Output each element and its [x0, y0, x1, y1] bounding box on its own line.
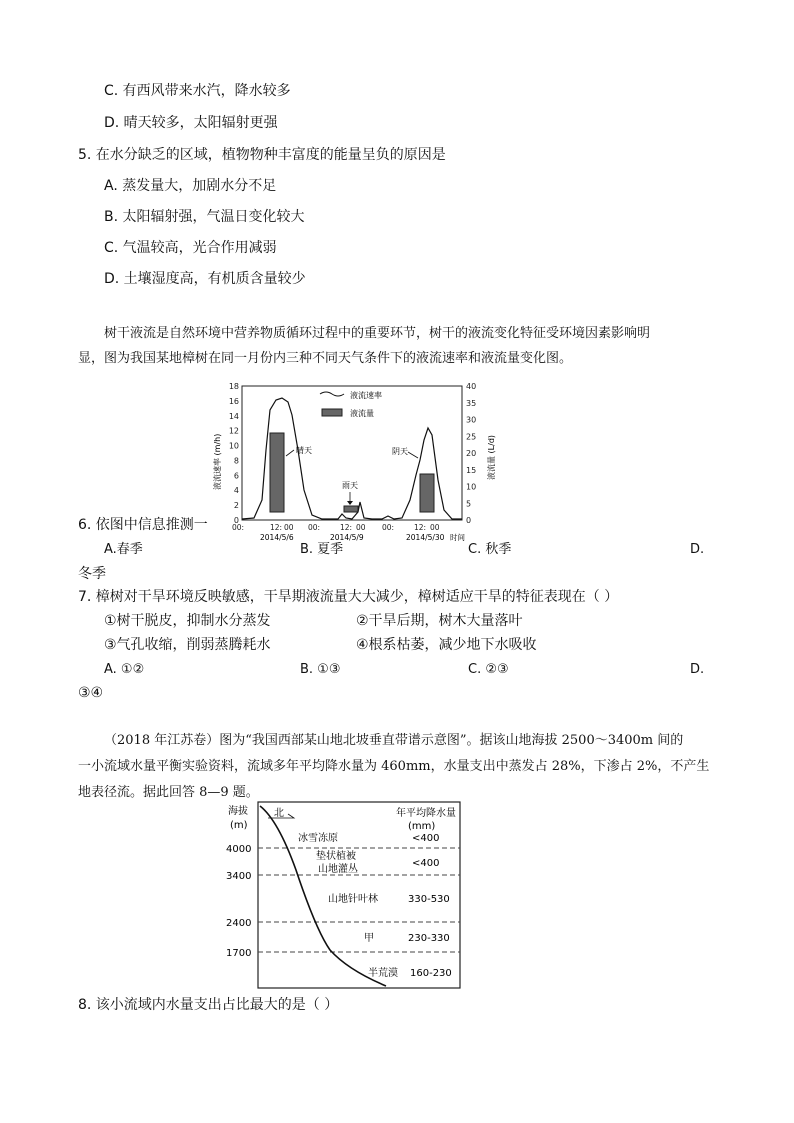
q7-option-d-cont: ③④: [78, 685, 104, 701]
alt-3400: 3400: [226, 871, 252, 882]
precip-unit: (mm): [408, 821, 436, 832]
label-sunny: 晴天: [296, 446, 312, 455]
q5-option-c: C. 气温较高，光合作用减弱: [104, 240, 277, 256]
zone-conifer: 山地针叶林: [328, 894, 378, 905]
bar-cloudy: [420, 474, 434, 512]
left-axis-label: 液流速率 (m/h): [213, 433, 222, 490]
right-tick-label: 35: [466, 398, 477, 408]
zone-conifer-precip: 330-530: [408, 894, 450, 905]
passage2-line2: 一小流域水量平衡实验资料，流域多年平均降水量为 460mm，水量支出中蒸发占 28%，下渗占 2%，不产生: [78, 759, 710, 774]
q7-option-c: C. ②③: [468, 662, 509, 677]
bar-rainy: [344, 506, 358, 512]
left-tick-label: 14: [228, 411, 239, 421]
x-tick-label: 12:: [340, 523, 353, 532]
zone-desert: 半荒漠: [368, 968, 398, 979]
x-tick-label: 12:: [270, 523, 283, 532]
label-rainy: 雨天: [342, 481, 358, 490]
mountain-zone-chart: [218, 800, 478, 992]
x-tick-label: 12:: [414, 523, 427, 532]
passage2-line1: （2018 年江苏卷）图为“我国西部某山地北坡垂直带谱示意图”。据该山地海拔 2500～3400m 间的: [104, 733, 684, 748]
q5-option-d: D. 土壤湿度高，有机质含量较少: [104, 271, 306, 287]
left-tick-label: 6: [233, 471, 239, 481]
zone-jia-precip: 230-330: [408, 933, 450, 944]
legend-rate: 液流速率: [350, 391, 382, 400]
x-tick-label: 00:: [382, 523, 395, 532]
q6-option-d: D.: [690, 542, 705, 557]
right-tick-label: 15: [466, 465, 477, 475]
left-tick-label: 0: [233, 516, 239, 525]
date-1: 2014/5/6: [260, 533, 294, 542]
q7-statement-4: ④根系枯萎，减少地下水吸收: [356, 637, 537, 653]
q7-option-a: A. ①②: [104, 662, 145, 677]
x-tick-label: 00:: [308, 523, 321, 532]
legend-bar-icon: [322, 409, 342, 416]
right-tick-label: 0: [466, 516, 472, 525]
sapflow-chart: [212, 380, 502, 550]
right-tick-label: 10: [466, 482, 477, 492]
date-3: 2014/5/30: [406, 533, 445, 542]
x-tick-label: 00: [284, 523, 294, 532]
right-tick-label: 5: [466, 499, 472, 509]
right-tick-label: 20: [466, 449, 477, 458]
altitude-unit: (m): [230, 820, 248, 831]
q7-stem: 7. 樟树对干旱环境反映敏感，干旱期液流量大大减少，樟树适应干旱的特征表现在（ ）: [78, 589, 619, 605]
q7-statement-1: ①树干脱皮，抑制水分蒸发: [104, 613, 271, 629]
zone-tundra: 冰雪冻原: [298, 833, 338, 844]
x-tick-label: 00: [430, 523, 440, 532]
x-axis-label: 时间: [450, 533, 465, 542]
right-tick-label: 25: [466, 432, 477, 442]
q8-stem: 8. 该小流域内水量支出占比最大的是（ ）: [78, 997, 339, 1013]
q6-stem: 6. 依图中信息推测一: [78, 517, 208, 533]
left-tick-label: 12: [228, 426, 239, 436]
right-tick-label: 30: [466, 415, 477, 425]
q6-option-c: C. 秋季: [468, 542, 512, 557]
q5-option-a: A. 蒸发量大，加剧水分不足: [104, 178, 277, 194]
zone-desert-precip: 160-230: [410, 968, 452, 979]
q4-option-d: D. 晴天较多，太阳辐射更强: [104, 115, 278, 131]
passage1-line1: 树干液流是自然环境中营养物质循环过程中的重要环节，树干的液流变化特征受环境因素影响明: [104, 326, 651, 341]
q6-option-d-cont: 冬季: [78, 566, 106, 582]
left-tick-label: 8: [233, 456, 239, 466]
legend-volume: 液流量: [350, 409, 374, 418]
x-tick-label: 00: [356, 523, 366, 532]
right-tick-label: 40: [466, 382, 477, 391]
left-tick-label: 2: [233, 501, 239, 511]
q4-option-c: C. 有西风带来水汽，降水较多: [104, 83, 291, 99]
passage1-line2: 显，图为我国某地樟树在同一月份内三种不同天气条件下的液流速率和液流量变化图。: [78, 351, 573, 366]
q7-option-d: D.: [690, 662, 705, 677]
passage2-line3: 地表径流。据此回答 8—9 题。: [78, 785, 259, 800]
right-axis-label: 液流量 (L/d): [487, 434, 496, 480]
precip-header: 年平均降水量: [396, 808, 456, 819]
q7-statement-3: ③气孔收缩，削弱蒸腾耗水: [104, 637, 271, 653]
bar-sunny: [270, 433, 284, 512]
q5-stem: 5. 在水分缺乏的区域，植物物种丰富度的能量呈负的原因是: [78, 147, 446, 163]
zone-shrub-precip: <400: [412, 858, 440, 869]
altitude-label: 海拔: [228, 806, 248, 817]
alt-4000: 4000: [226, 844, 252, 855]
label-cloudy: 阴天: [392, 447, 408, 456]
north-label: 北: [274, 808, 284, 819]
zone-tundra-precip: <400: [412, 833, 440, 844]
q7-statement-2: ②干旱后期，树木大量落叶: [356, 613, 523, 629]
alt-1700: 1700: [226, 948, 252, 959]
left-tick-label: 4: [233, 486, 239, 496]
q7-option-b: B. ①③: [300, 662, 341, 677]
zone-shrub: 山地灌丛: [318, 864, 358, 875]
x-tick-label: 00:: [232, 523, 245, 532]
left-tick-label: 18: [228, 382, 239, 391]
alt-2400: 2400: [226, 918, 252, 929]
zone-cushion: 垫状植被: [316, 851, 356, 862]
zone-jia: 甲: [364, 933, 374, 944]
q6-option-b: B. 夏季: [300, 542, 344, 557]
legend-line-icon: [320, 392, 344, 396]
q6-option-a: A.春季: [104, 542, 143, 557]
date-2: 2014/5/9: [330, 533, 364, 542]
q5-option-b: B. 太阳辐射强，气温日变化较大: [104, 209, 305, 225]
left-tick-label: 16: [228, 396, 239, 406]
left-tick-label: 10: [228, 441, 239, 451]
